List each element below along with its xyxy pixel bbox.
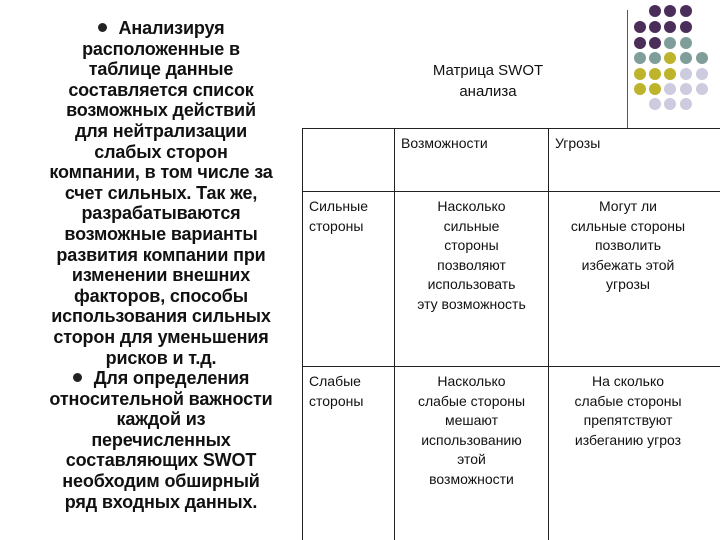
row-header-strengths: Сильные стороны	[309, 198, 368, 234]
text-line: использования сильных	[51, 306, 271, 327]
text-line: Анализируя	[118, 18, 225, 38]
text-line: ряд входных данных.	[64, 491, 258, 512]
cell-strengths-opportunities: Насколько сильные стороны позволяют использовать эту возможность	[417, 198, 526, 312]
text-line: составляется список	[68, 79, 254, 100]
column-header-opportunities: Возможности	[401, 135, 488, 151]
text-line: расположенные в	[82, 38, 240, 59]
cell-weaknesses-threats: На сколько слабые стороны препятствуют избеганию угроз	[574, 373, 682, 448]
text-line: необходим обширный	[62, 471, 260, 492]
cell-weaknesses-opportunities: Насколько слабые стороны мешают использованию этой возможности	[417, 373, 526, 487]
table-border	[302, 366, 720, 367]
text-line: каждой из	[116, 409, 206, 430]
table-border	[302, 128, 303, 540]
text-line: факторов, способы	[74, 285, 248, 306]
text-line: возможные варианты	[64, 223, 258, 244]
text-line: перечисленных	[91, 429, 231, 450]
row-header-weaknesses: Слабые стороны	[309, 373, 364, 409]
column-header-threats: Угрозы	[555, 135, 601, 151]
text-line: слабых сторон	[94, 141, 228, 162]
table-border	[302, 128, 720, 129]
text-line: для нейтрализации	[74, 120, 247, 141]
text-line: составляющих SWOT	[65, 450, 257, 471]
cell-strengths-threats: Могут ли сильные стороны позволить избежать этой угрозы	[570, 198, 686, 292]
table-border	[302, 191, 720, 192]
text-line: рисков и т.д.	[105, 347, 217, 368]
text-line: счет сильных. Так же,	[64, 182, 258, 203]
text-line: таблице данные	[88, 59, 234, 80]
table-border	[548, 128, 549, 540]
text-line: разрабатываются	[81, 203, 241, 224]
text-line: возможных действий	[66, 100, 256, 121]
text-line: относительной важности	[49, 388, 273, 409]
text-line: компании, в том числе за	[49, 162, 273, 183]
title-line: анализа	[459, 83, 517, 100]
text-line: сторон для уменьшения	[53, 326, 269, 347]
text-line: изменении внешних	[71, 265, 251, 286]
title-line: Матрица SWOT	[432, 62, 544, 79]
text-line: Для определения	[93, 368, 250, 389]
text-line: развития компании при	[56, 244, 266, 265]
